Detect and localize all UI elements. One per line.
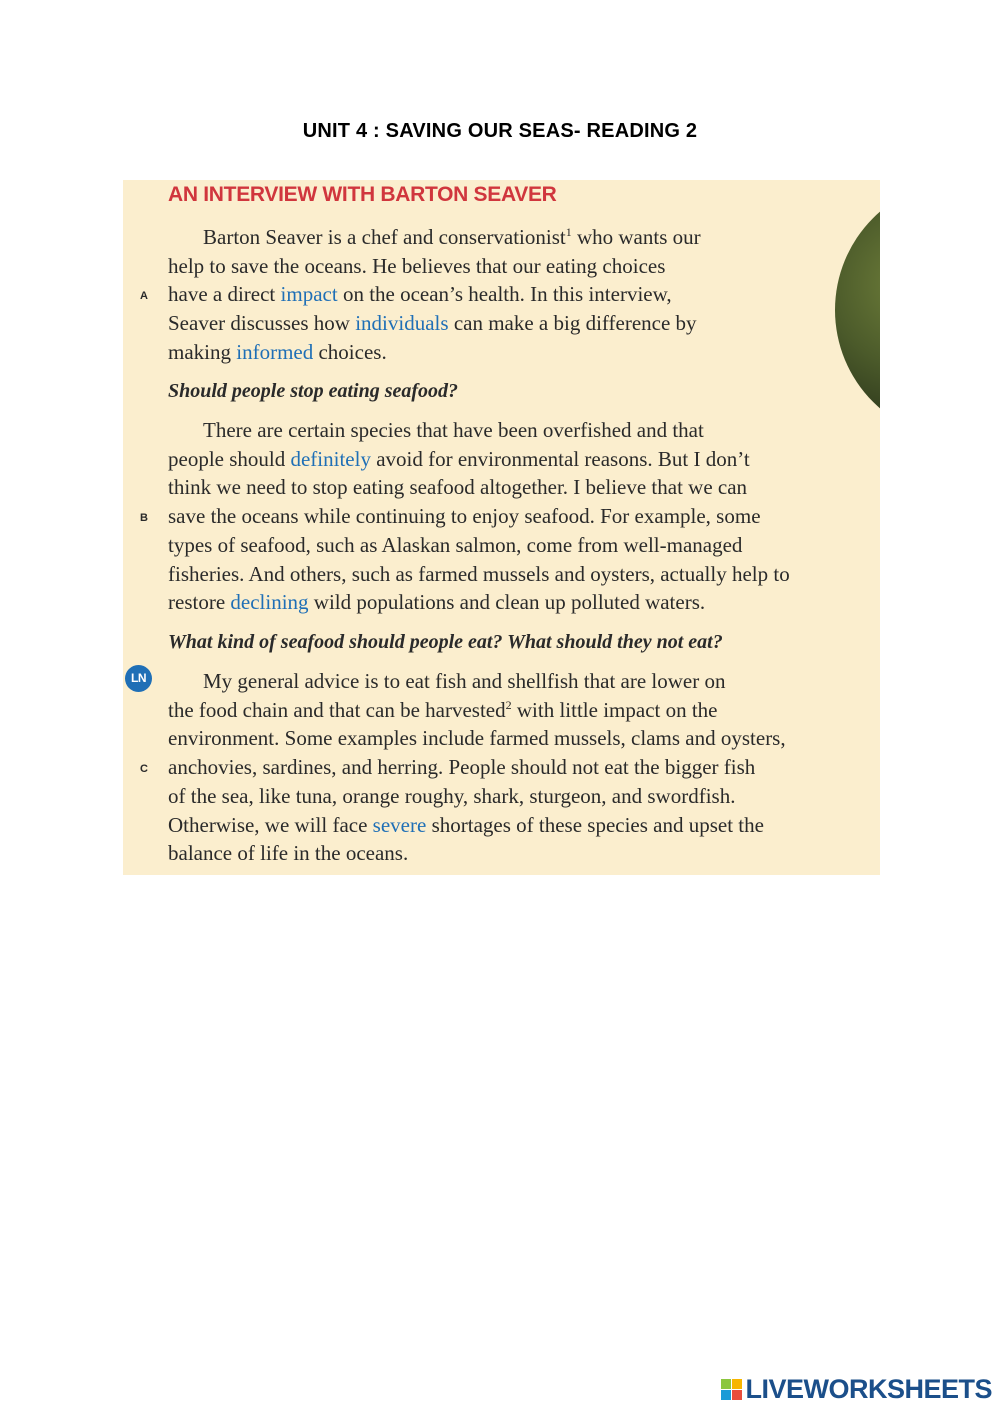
answer-2-paragraph <box>168 667 868 868</box>
vocab-word-impact: impact <box>280 282 338 307</box>
ln-badge: LN <box>125 665 152 692</box>
text-span: Otherwise, we will face <box>168 812 373 837</box>
text-line: help to save the oceans. He believes that our eating choices <box>168 253 666 278</box>
text-line <box>168 445 868 474</box>
question-1: Should people stop eating seafood? <box>168 380 459 402</box>
text-span: have a direct <box>168 282 281 307</box>
text-line <box>168 811 868 840</box>
text-span: can make a big difference by <box>448 311 697 336</box>
vocab-word-informed: informed <box>236 339 314 364</box>
text-line <box>168 309 868 338</box>
text-span: the food chain and that can be harvested <box>168 697 506 722</box>
liveworksheets-logo-icon <box>721 1379 742 1400</box>
logo-square <box>732 1379 742 1389</box>
liveworksheets-logo[interactable] <box>721 1374 992 1405</box>
question-2: What kind of seafood should people eat? What should they not eat? <box>168 631 723 653</box>
photo-edge-mask <box>880 180 1000 480</box>
text-span: choices. <box>313 339 387 364</box>
text-line: save the oceans while continuing to enjoy seafood. For example, some <box>168 504 761 529</box>
text-line <box>168 667 868 696</box>
text-line: think we need to stop eating seafood altogether. I believe that we can <box>168 475 748 500</box>
text-line <box>168 696 868 725</box>
footnote-marker: 1 <box>565 225 572 239</box>
footnote-marker: 2 <box>505 697 512 712</box>
text-span: restore <box>168 590 231 615</box>
text-line: anchovies, sardines, and herring. People should not eat the bigger fish <box>168 755 756 780</box>
text-line: environment. Some examples include farmed mussels, clams and oysters, <box>168 726 786 751</box>
page-title: UNIT 4 : SAVING OUR SEAS- READING 2 <box>302 120 698 142</box>
logo-square <box>732 1390 742 1400</box>
text-span: who wants our <box>571 225 701 249</box>
text-span: wild populations and clean up polluted waters. <box>308 590 706 615</box>
vocab-word-declining: declining <box>230 590 309 615</box>
text-span: avoid for environmental reasons. But I don’t <box>370 446 750 471</box>
text-line <box>168 416 868 445</box>
text-span: Seaver discusses how <box>168 311 356 336</box>
text-span: with little impact on the <box>511 697 718 722</box>
vocab-word-individuals: individuals <box>355 311 449 336</box>
interview-heading: AN INTERVIEW WITH BARTON SEAVER <box>168 183 557 206</box>
text-line: fisheries. And others, such as farmed mussels and oysters, actually help to <box>168 561 790 586</box>
answer-1-paragraph <box>168 416 868 617</box>
paragraph-marker-a: A <box>140 290 148 302</box>
text-line: of the sea, like tuna, orange roughy, shark, sturgeon, and swordfish. <box>168 783 736 808</box>
intro-paragraph <box>168 223 868 367</box>
text-span: on the ocean’s health. In this interview, <box>337 282 672 307</box>
vocab-word-definitely: definitely <box>290 446 371 471</box>
paragraph-marker-c: C <box>140 763 148 775</box>
text-span: My general advice is to eat fish and shellfish that are lower on <box>203 669 726 693</box>
logo-square <box>721 1390 731 1400</box>
text-span: There are certain species that have been overfished and that <box>203 418 704 442</box>
text-line <box>168 338 868 367</box>
text-span: shortages of these species and upset the <box>426 812 764 837</box>
text-span: Barton Seaver is a chef and conservationist <box>203 225 566 249</box>
vocab-word-severe: severe <box>372 812 427 837</box>
liveworksheets-brand-text: LIVEWORKSHEETS <box>745 1374 992 1404</box>
text-line: balance of life in the oceans. <box>168 841 409 866</box>
logo-square <box>721 1379 731 1389</box>
paragraph-marker-b: B <box>140 512 148 524</box>
text-line <box>168 223 868 252</box>
text-line <box>168 588 868 617</box>
text-line: types of seafood, such as Alaskan salmon, come from well-managed <box>168 532 743 557</box>
text-span: making <box>168 339 237 364</box>
text-span: people should <box>168 446 291 471</box>
text-line <box>168 280 868 309</box>
